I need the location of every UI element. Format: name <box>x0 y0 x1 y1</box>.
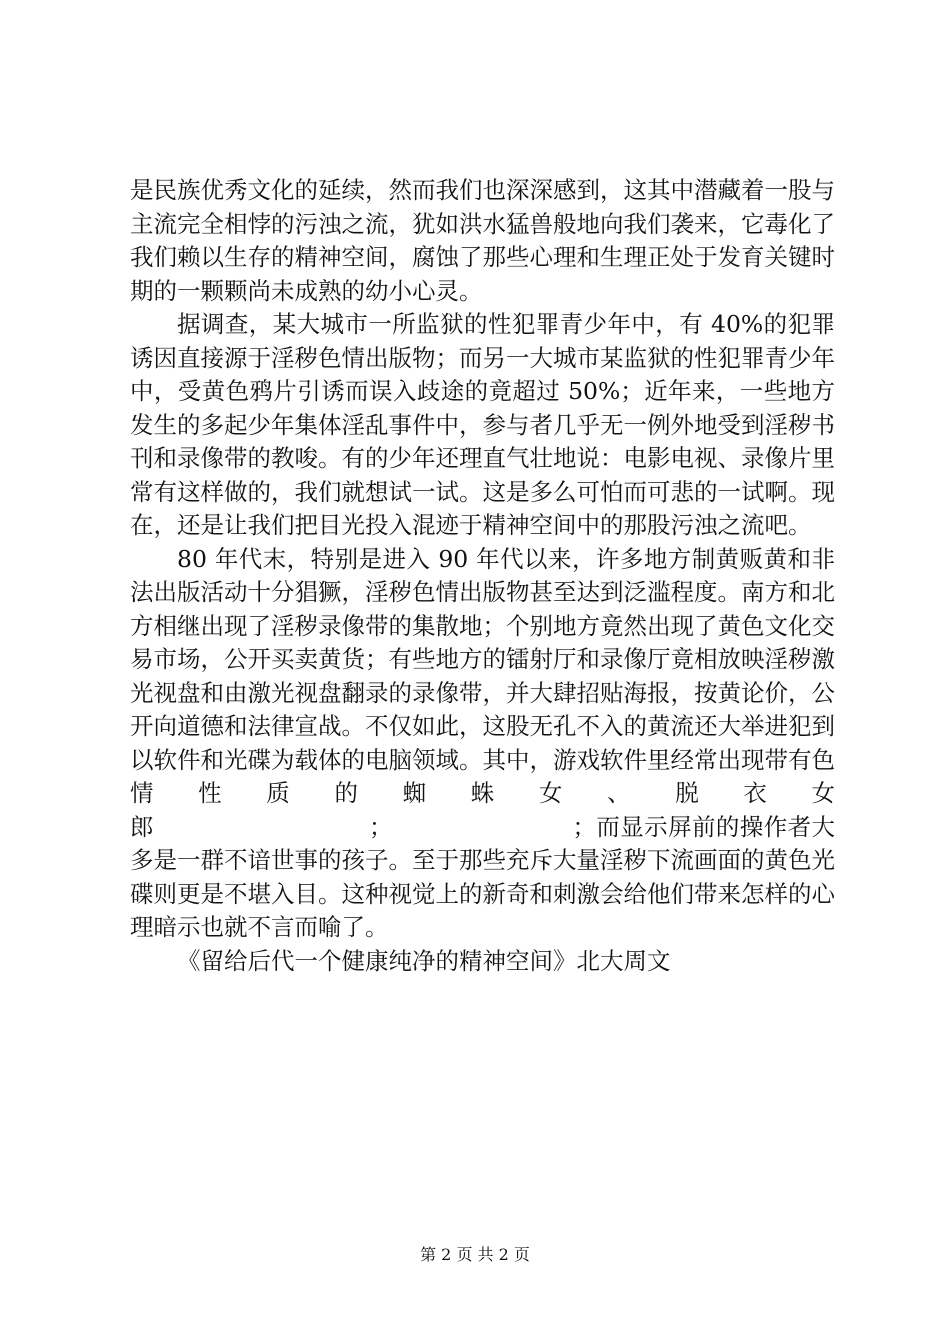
document-body <box>130 174 835 978</box>
page-footer: 第 2 页 共 2 页 <box>420 1245 530 1264</box>
paragraph-1: 是民族优秀文化的延续，然而我们也深深感到，这其中潜藏着一股与主流完全相悖的污浊之流，犹如洪水猛兽般地向我们袭来，它毒化了我们赖以生存的精神空间，腐蚀了那些心理和生理正处于发育关键时期的一颗颗尚未成熟的幼小心灵。 <box>130 176 835 305</box>
paragraph-2: 据调查，某大城市一所监狱的性犯罪青少年中，有 40%的犯罪诱因直接源于淫秽色情出版物；而另一大城市某监狱的性犯罪青少年中，受黄色鸦片引诱而误入歧途的竟超过 50%；近年来，一些地方发生的多起少年集体淫乱事件中，参与者几乎无一例外地受到淫秽书刊和录像带的教唆。有的少年还理直气壮地说：电影电视、录像片里常有这样做的，我们就想试一试。这是多么可怕而可悲的一试啊。现在，还是让我们把目光投入混迹于精神空间中的那股污浊之流吧。 <box>130 310 835 539</box>
source-citation: 《留给后代一个健康纯净的精神空间》北大周文 <box>177 946 671 975</box>
paragraph-3: 80 年代末，特别是进入 90 年代以来，许多地方制黄贩黄和非法出版活动十分猖獗，淫秽色情出版物甚至达到泛滥程度。南方和北方相继出现了淫秽录像带的集散地；个别地方竟然出现了黄色文化交易市场，公开买卖黄货；有些地方的镭射厅和录像厅竟相放映淫秽激光视盘和由激光视盘翻录的录像带，并大肆招贴海报，按黄论价，公开向道德和法律宣战。不仅如此，这股无孔不入的黄流还大举进犯到以软件和光碟为载体的电脑领域。其中，游戏软件里经常出现带有色情性质的蜘蛛女、脱衣女郎 ； ；而显示屏前的操作者大多是一群不谙世事的孩子。至于那些充斥大量淫秽下流画面的黄色光碟则更是不堪入目。这种视觉上的新奇和刺激会给他们带来怎样的心理暗示也就不言而喻了。 <box>130 544 835 941</box>
